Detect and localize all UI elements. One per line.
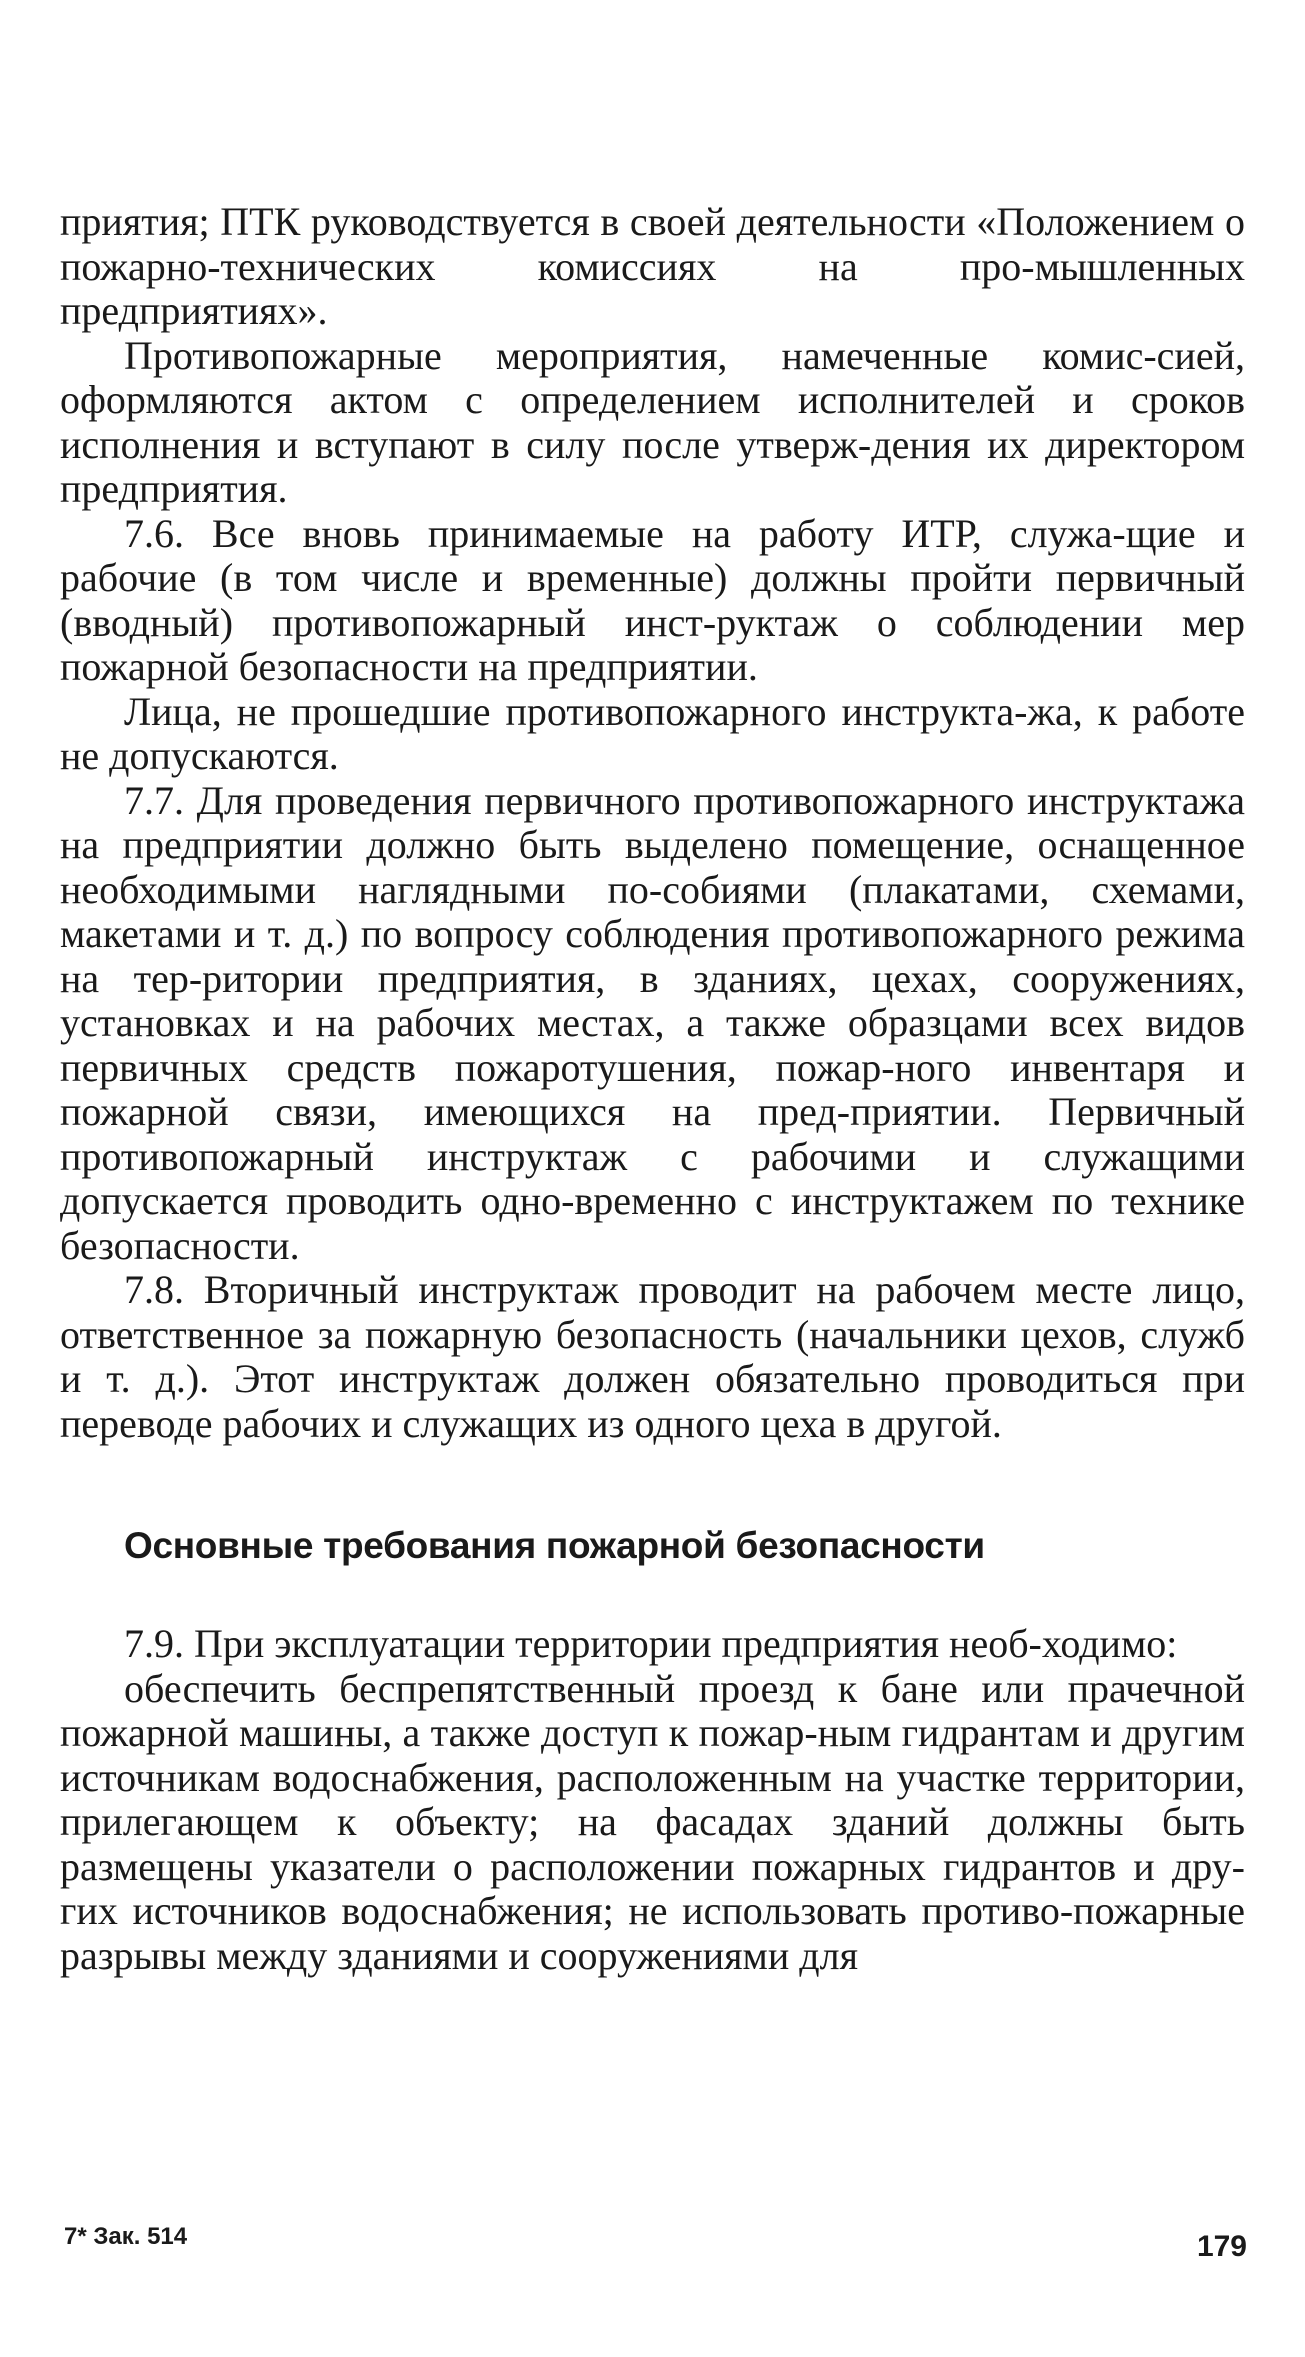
page-number: 179 (1196, 2230, 1247, 2263)
paragraph-7-6: 7.6. Все вновь принимаемые на работу ИТР, служа-щие и рабочие (в том числе и временные) должны пройти первичный (вводный) противопожарный инст-руктаж о соблюдении мер пожарной безопасности на предприятии. (60, 510, 1245, 689)
paragraph-territory-requirements: обеспечить беспрепятственный проезд к бане или прачечной пожарной машины, а также доступ к пожар-ным гидрантам и другим источникам водоснабжения, расположенным на участке территории, прилегающем к объекту; на фасадах зданий должны быть размещены указатели о расположении пожарных гидрантов и дру-гих источников водоснабжения; не использовать противо-пожарные разрывы между зданиями и сооружениями для (60, 1665, 1245, 1978)
paragraph-7-7: 7.7. Для проведения первичного противопожарного инструктажа на предприятии должно быть выделено помещение, оснащенное необходимыми наглядными по-собиями (плакатами, схемами, макетами и т. д.) по вопросу соблюдения противопожарного режима на тер-ритории предприятия, в зданиях, цехах, сооружениях, установках и на рабочих местах, а также образцами всех видов первичных средств пожаротушения, пожар-ного инвентаря и пожарной связи, имеющихся на пред-приятии. Первичный противопожарный инструктаж с рабочими и служащими допускается проводить одно-временно с инструктажем по технике безопасности. (60, 777, 1245, 1268)
paragraph-ptk: приятия; ПТК руководствуется в своей деятельности «Положением о пожарно-технических комиссиях на про-мышленных предприятиях». (60, 199, 1245, 333)
paragraph-not-admitted: Лица, не прошедшие противопожарного инструкта-жа, к работе не допускаются. (60, 688, 1245, 778)
printer-signature: 7* Зак. 514 (64, 2223, 188, 2250)
section-heading: Основные требования пожарной безопасности (124, 1525, 985, 1566)
paragraph-7-9: 7.9. При эксплуатации территории предприятия необ-ходимо: (124, 1621, 1178, 1666)
paragraph-7-8: 7.8. Вторичный инструктаж проводит на рабочем месте лицо, ответственное за пожарную безопасность (начальники цехов, служб и т. д.). Этот инструктаж должен обязательно проводиться при переводе рабочих и служащих из одного цеха в другой. (60, 1267, 1245, 1446)
page-body (60, 200, 1245, 1978)
paragraph-commission-act: Противопожарные мероприятия, намеченные комис-сией, оформляются актом с определением исполнителей и сроков исполнения и вступают в силу после утверж-дения их директором предприятия. (60, 332, 1245, 511)
